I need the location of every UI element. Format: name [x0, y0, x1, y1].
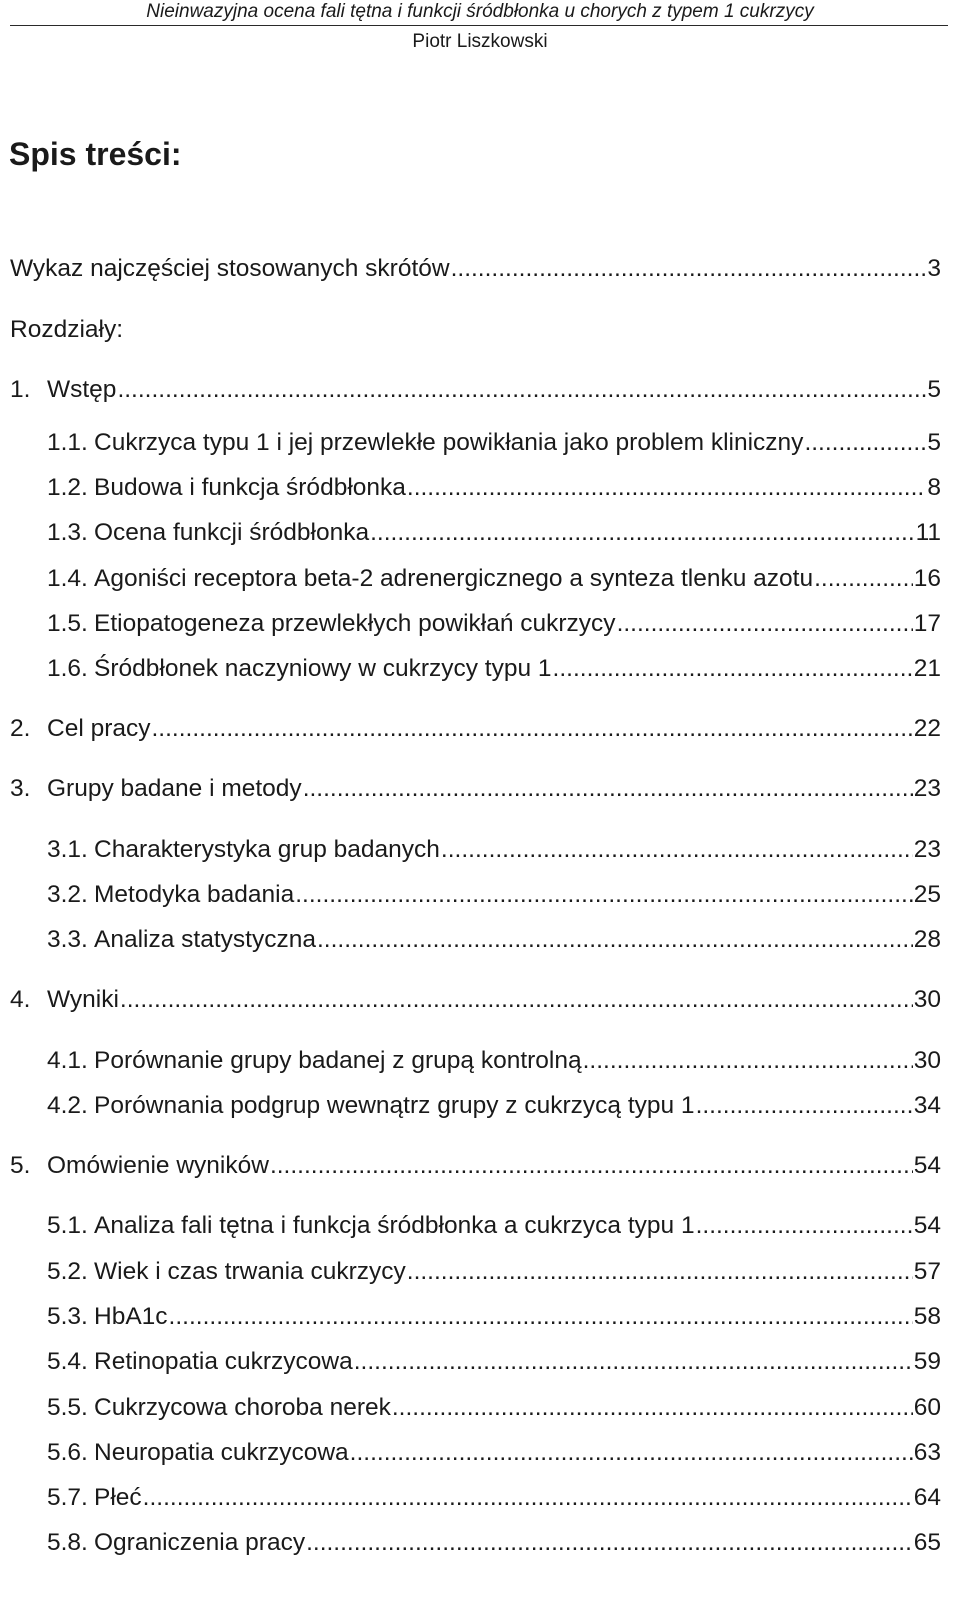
toc-entry-page: 25 — [913, 881, 941, 908]
toc-leader-dots — [407, 1257, 913, 1287]
toc-entry-page: 63 — [913, 1439, 941, 1466]
toc-entry[interactable] — [47, 514, 941, 548]
toc-entry[interactable] — [47, 831, 941, 865]
toc-entry-number: 5.7. — [47, 1484, 88, 1511]
toc-entry-number: 1.4. — [47, 565, 88, 592]
toc-entry[interactable] — [47, 469, 941, 503]
toc-leader-dots — [354, 1347, 913, 1377]
toc-entry-label: Budowa i funkcja śródbłonka — [94, 474, 406, 501]
toc-leader-dots — [370, 518, 914, 548]
toc-entry[interactable] — [47, 650, 941, 684]
toc-leader-dots — [317, 925, 913, 955]
toc-entry-number: 5.5. — [47, 1394, 88, 1421]
toc-leader-dots — [303, 774, 913, 804]
toc-entry[interactable] — [47, 1389, 941, 1423]
toc-leader-dots — [583, 1046, 913, 1076]
toc-entry-number: 2. — [10, 715, 31, 742]
toc-entry-page: 34 — [913, 1092, 941, 1119]
toc-leader-dots — [143, 1483, 913, 1513]
toc-entry-label: Płeć — [94, 1484, 142, 1511]
toc-entry-page: 59 — [913, 1348, 941, 1375]
toc-entry-number: 1.2. — [47, 474, 88, 501]
toc-entry-label: Cukrzycowa choroba nerek — [94, 1394, 391, 1421]
toc-entry-number: 3. — [10, 775, 31, 802]
toc-leader-dots — [696, 1211, 913, 1241]
toc-entry-label: Analiza fali tętna i funkcja śródbłonka a cukrzyca typu 1 — [94, 1212, 695, 1239]
toc-entry-label: Omówienie wyników — [47, 1152, 269, 1179]
toc-entry[interactable] — [47, 876, 941, 910]
toc-entry-number: 3.1. — [47, 836, 88, 863]
toc-entry-number: 1.6. — [47, 655, 88, 682]
toc-leader-dots — [814, 564, 913, 594]
toc-entry-label: Wykaz najczęściej stosowanych skrótów — [10, 255, 450, 282]
toc-entry[interactable] — [47, 424, 941, 458]
toc-entry[interactable] — [47, 1207, 941, 1241]
toc-leader-dots — [441, 835, 913, 865]
toc-leader-dots — [295, 880, 913, 910]
toc-entry-number: 4.1. — [47, 1047, 88, 1074]
toc-leader-dots — [617, 609, 913, 639]
toc-entry-page: 65 — [913, 1529, 941, 1556]
toc-entry-number: 4. — [10, 986, 31, 1013]
toc-entry[interactable] — [47, 1479, 941, 1513]
toc-entry-page: 30 — [913, 986, 941, 1013]
toc-entry[interactable] — [47, 560, 941, 594]
toc-entry-page: 16 — [913, 565, 941, 592]
toc-leader-dots — [350, 1438, 913, 1468]
toc-entry-page: 3 — [927, 255, 941, 282]
toc-entry-number: 5.3. — [47, 1303, 88, 1330]
toc-entry-label: Wstęp — [47, 376, 117, 403]
toc-entry-label: Neuropatia cukrzycowa — [94, 1439, 349, 1466]
toc-leader-dots — [696, 1091, 913, 1121]
toc-entry-number: 5.1. — [47, 1212, 88, 1239]
toc-entry-page: 5 — [927, 429, 941, 456]
toc-entry[interactable] — [10, 710, 941, 744]
toc-entry-abbreviations[interactable] — [10, 250, 941, 284]
toc-leader-dots — [151, 714, 912, 744]
toc-entry[interactable] — [47, 1087, 941, 1121]
toc-leader-dots — [553, 654, 913, 684]
toc-entry-page: 28 — [913, 926, 941, 953]
toc-entry-label: Porównania podgrup wewnątrz grupy z cukrzycą typu 1 — [94, 1092, 695, 1119]
toc-leader-dots — [407, 473, 926, 503]
toc-entry-number: 5.8. — [47, 1529, 88, 1556]
toc-entry-label: HbA1c — [94, 1303, 168, 1330]
toc-entry-page: 30 — [913, 1047, 941, 1074]
toc-heading: Spis treści: — [9, 136, 182, 172]
toc-entry-number: 1.3. — [47, 519, 88, 546]
toc-leader-dots — [117, 375, 926, 405]
toc-entry-page: 60 — [913, 1394, 941, 1421]
header-divider — [10, 25, 948, 26]
toc-entry-number: 5.2. — [47, 1258, 88, 1285]
toc-entry-page: 54 — [913, 1152, 941, 1179]
toc-entry-page: 11 — [915, 519, 941, 546]
toc-entry-number: 1.5. — [47, 610, 88, 637]
toc-entry-page: 22 — [913, 715, 941, 742]
toc-entry-page: 8 — [927, 474, 941, 501]
toc-entry-label: Metodyka badania — [94, 881, 295, 908]
toc-entry-label: Śródbłonek naczyniowy w cukrzycy typu 1 — [94, 655, 552, 682]
toc-entry-page: 58 — [913, 1303, 941, 1330]
toc-entry-number: 5. — [10, 1152, 31, 1179]
toc-entry-label: Charakterystyka grup badanych — [94, 836, 440, 863]
toc-entry-number: 5.4. — [47, 1348, 88, 1375]
chapters-label: Rozdziały: — [10, 316, 124, 343]
toc-entry-label: Ograniczenia pracy — [94, 1529, 306, 1556]
toc-leader-dots — [392, 1393, 913, 1423]
toc-entry[interactable] — [47, 1042, 941, 1076]
running-title: Nieinwazyjna ocena fali tętna i funkcji śródbłonka u chorych z typem 1 cukrzycy — [146, 1, 814, 22]
toc-entry-label: Ocena funkcji śródbłonka — [94, 519, 370, 546]
toc-leader-dots — [169, 1302, 913, 1332]
toc-entry[interactable] — [47, 1343, 941, 1377]
toc-entry-page: 57 — [913, 1258, 941, 1285]
toc-entry[interactable] — [47, 921, 941, 955]
toc-entry-page: 21 — [913, 655, 941, 682]
toc-entry-label: Porównanie grupy badanej z grupą kontrolną — [94, 1047, 582, 1074]
toc-entry[interactable] — [10, 981, 941, 1015]
toc-entry-label: Grupy badane i metody — [47, 775, 302, 802]
toc-entry-label: Analiza statystyczna — [94, 926, 316, 953]
toc-leader-dots — [120, 985, 913, 1015]
toc-entry-number: 5.6. — [47, 1439, 88, 1466]
toc-entry-label: Cukrzyca typu 1 i jej przewlekłe powikłania jako problem kliniczny — [94, 429, 804, 456]
toc-entry[interactable] — [10, 770, 941, 804]
toc-entry-number: 1. — [10, 376, 31, 403]
toc-entry[interactable] — [47, 1253, 941, 1287]
toc-entry-page: 54 — [913, 1212, 941, 1239]
toc-entry-page: 23 — [913, 775, 941, 802]
toc-leader-dots — [804, 428, 926, 458]
toc-entry-number: 3.3. — [47, 926, 88, 953]
toc-entry-page: 5 — [927, 376, 941, 403]
toc-entry[interactable] — [47, 1434, 941, 1468]
toc-entry-page: 17 — [913, 610, 941, 637]
toc-leader-dots — [306, 1528, 913, 1558]
toc-entry[interactable] — [10, 1147, 941, 1181]
running-author: Piotr Liszkowski — [412, 31, 548, 52]
toc-entry[interactable] — [47, 1524, 941, 1558]
toc-entry-label: Agoniści receptora beta-2 adrenergicznego a synteza tlenku azotu — [94, 565, 814, 592]
toc-entry-label: Retinopatia cukrzycowa — [94, 1348, 353, 1375]
toc-entry[interactable] — [10, 371, 941, 405]
toc-entry-number: 1.1. — [47, 429, 88, 456]
toc-entry[interactable] — [47, 1298, 941, 1332]
toc-entry-label: Etiopatogeneza przewlekłych powikłań cukrzycy — [94, 610, 616, 637]
toc-leader-dots — [451, 254, 927, 284]
toc-entry-number: 4.2. — [47, 1092, 88, 1119]
toc-leader-dots — [270, 1151, 913, 1181]
toc-entry-label: Cel pracy — [47, 715, 151, 742]
toc-entry-page: 64 — [913, 1484, 941, 1511]
toc-entry[interactable] — [47, 605, 941, 639]
toc-entry-label: Wiek i czas trwania cukrzycy — [94, 1258, 406, 1285]
toc-entry-page: 23 — [913, 836, 941, 863]
toc-entry-label: Wyniki — [47, 986, 119, 1013]
toc-entry-number: 3.2. — [47, 881, 88, 908]
